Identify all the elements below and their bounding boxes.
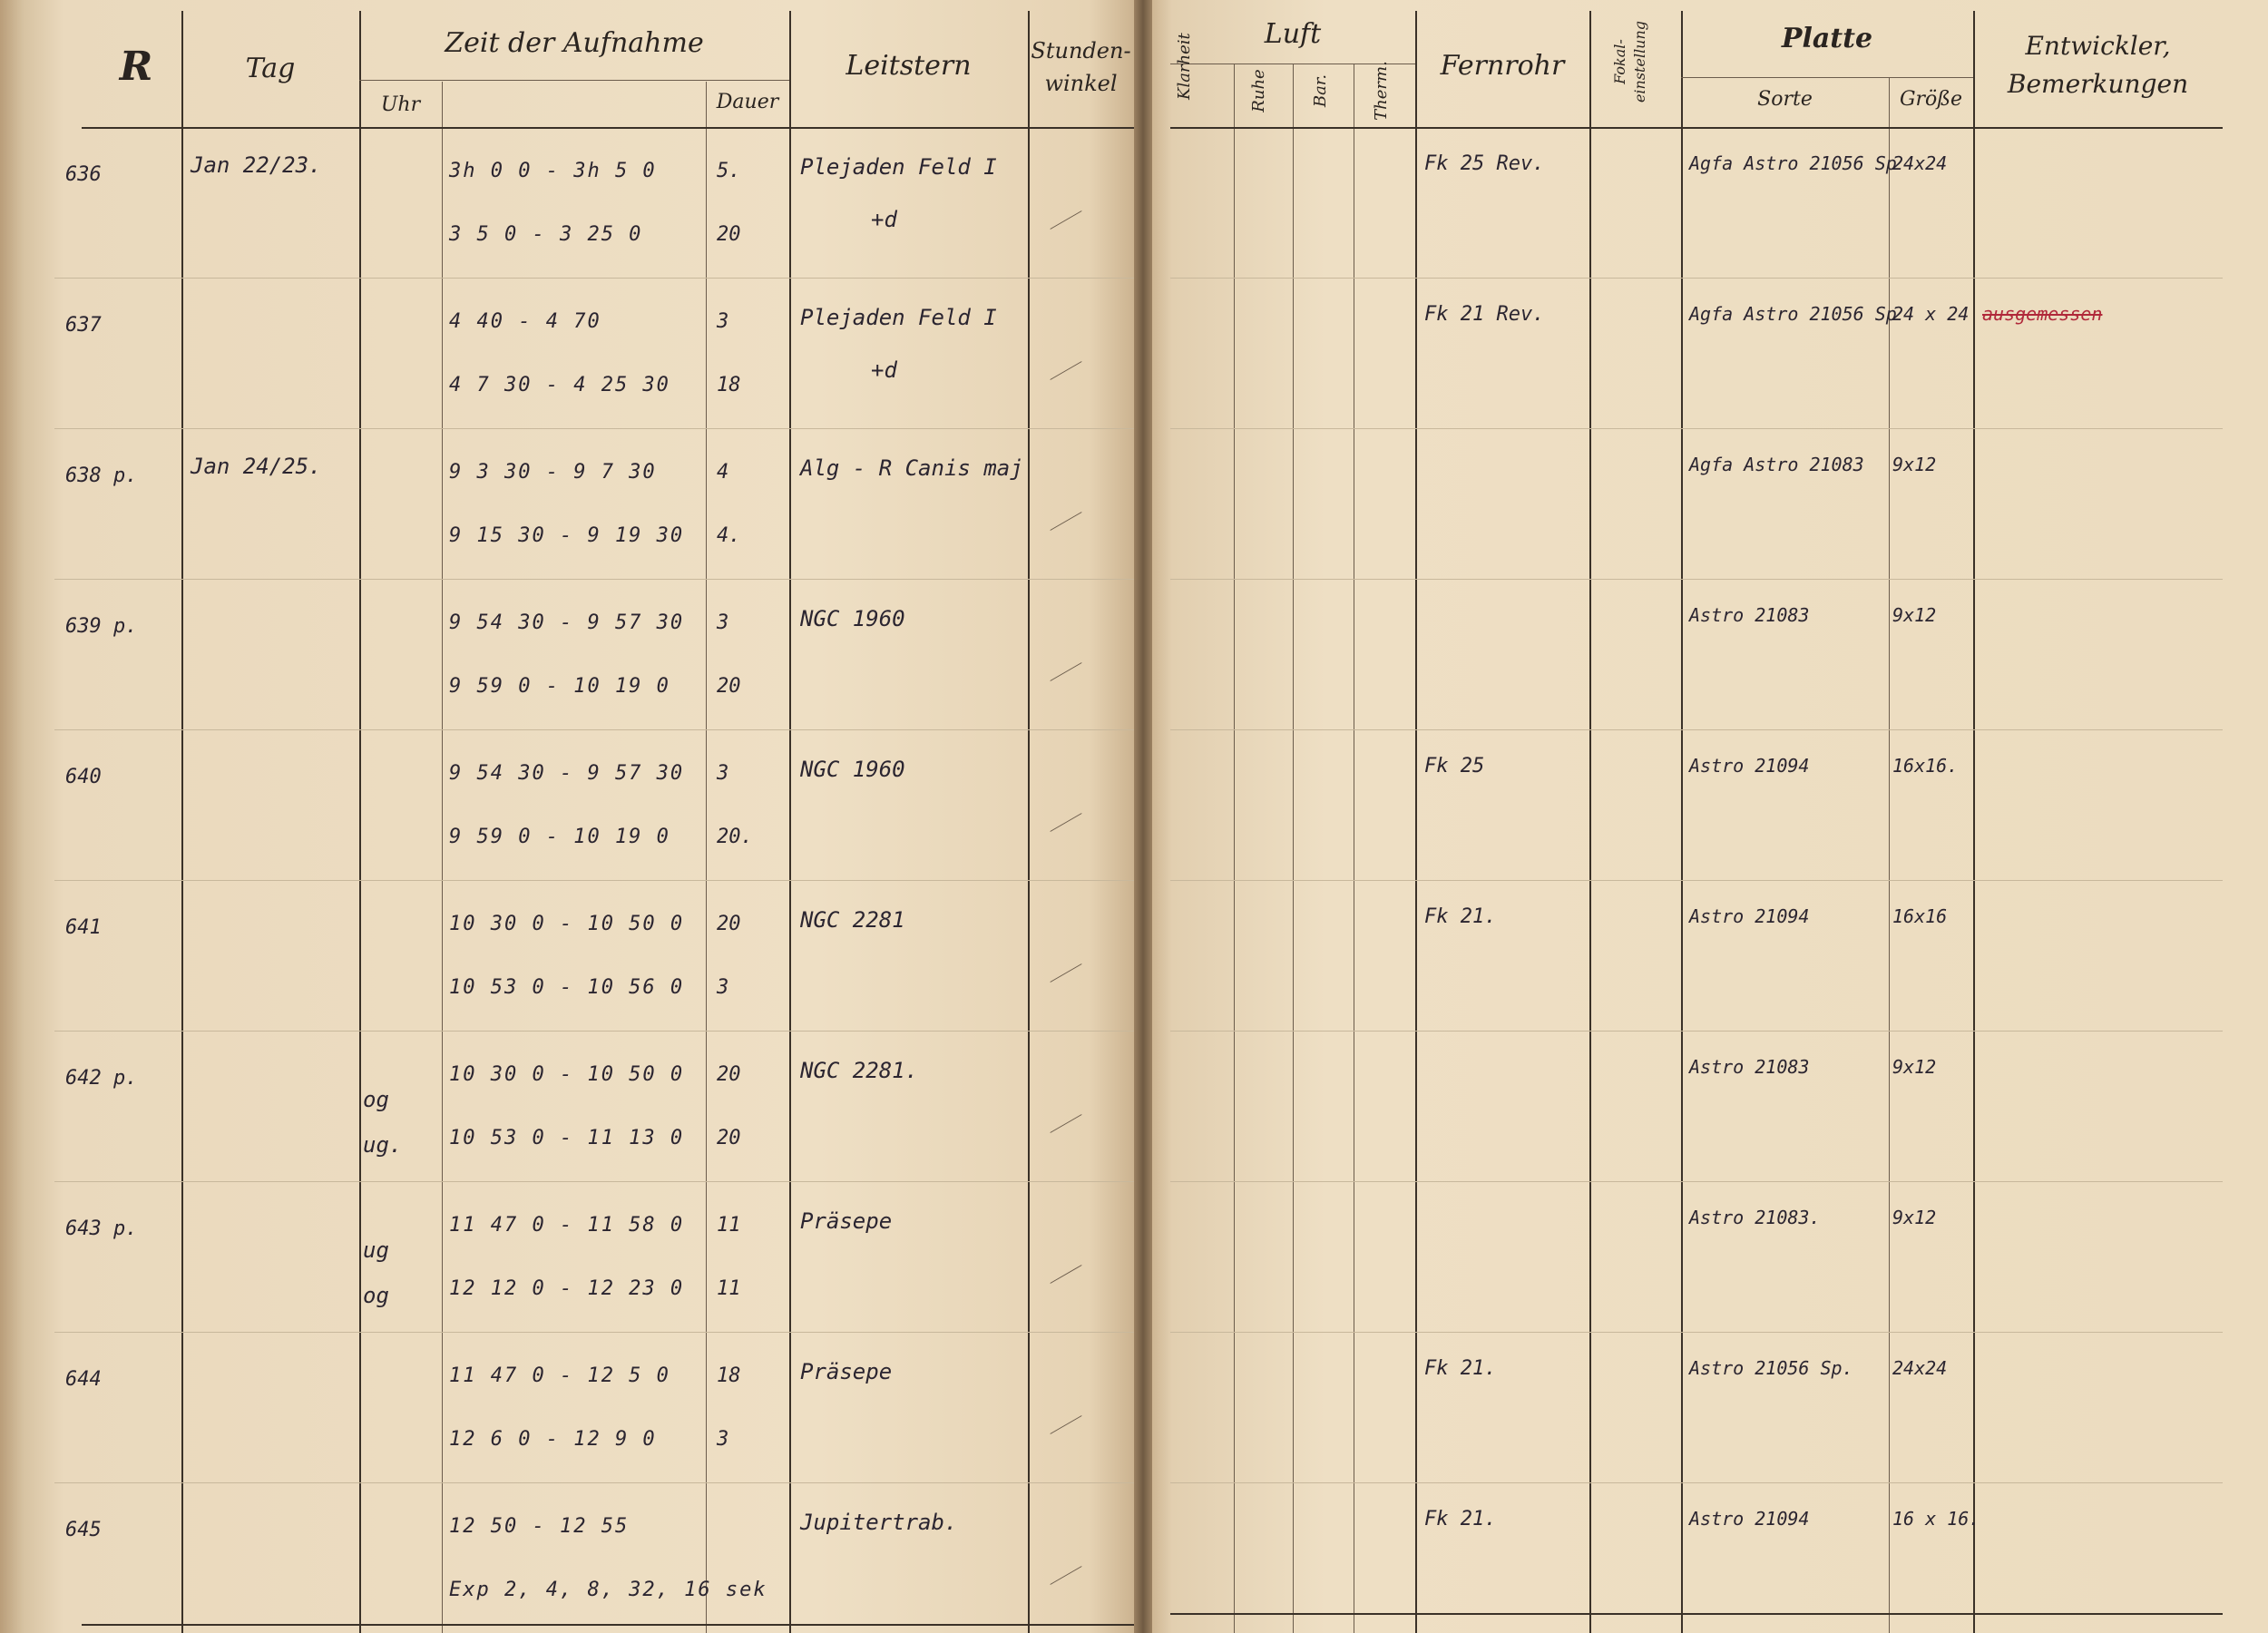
header-entwickler-bemerkungen: Entwickler, Bemerkungen [2007, 31, 2189, 99]
entry-bemerkung: ausgemessen [1982, 303, 2103, 325]
entry-dauer-2: 3 [717, 976, 729, 999]
entry-platte-groesse: 24 x 24 [1892, 303, 1970, 325]
row-rule-left [54, 880, 1134, 881]
row-rule-left [54, 1031, 1134, 1032]
entry-platte-groesse: 9x12 [1892, 454, 1937, 475]
entry-zeit-1: 3h 0 0 - 3h 5 0 [449, 160, 657, 182]
entry-leitstern: Jupitertrab. [800, 1510, 958, 1535]
entry-platte-groesse: 16 x 16. [1892, 1508, 1980, 1530]
entry-platte-sorte: Astro 21094 [1689, 905, 1810, 927]
row-rule-right [1170, 1031, 2223, 1032]
entry-nr: 642 p. [65, 1067, 138, 1090]
entry-leitstern-2: +d [871, 207, 897, 232]
header-stundenwinkel: Stunden- winkel [1031, 38, 1131, 96]
entry-zeit-1: 10 30 0 - 10 50 0 [449, 1063, 685, 1086]
header-zeit-der-aufnahme: Zeit der Aufnahme [445, 27, 704, 59]
entry-platte-sorte: Astro 21056 Sp. [1689, 1357, 1853, 1379]
entry-zeit-2: 9 59 0 - 10 19 0 [449, 826, 670, 848]
row-rule-right [1170, 1332, 2223, 1333]
entry-fernrohr: Fk 21. [1424, 1357, 1497, 1380]
entry-platte-sorte: Agfa Astro 21056 Sp [1689, 303, 1897, 325]
entry-dauer-1: 20 [717, 913, 741, 935]
header-therm: Therm. [1372, 61, 1391, 121]
header-dauer: Dauer [716, 91, 779, 113]
header-klarheit: Klarheit [1175, 33, 1194, 100]
entry-dauer-2: 20 [717, 1127, 741, 1149]
entry-zeit-2: 9 59 0 - 10 19 0 [449, 675, 670, 698]
header-uhr: Uhr [380, 93, 421, 116]
rule-zeit-sub [359, 80, 789, 81]
entry-zeit-1: 4 40 - 4 70 [449, 310, 601, 333]
entry-nr: 639 p. [65, 615, 138, 638]
header-r: R [119, 44, 153, 90]
entry-dauer-2: 4. [717, 524, 741, 547]
row-rule-right [1170, 428, 2223, 429]
entry-dauer-1: 3 [717, 611, 729, 634]
entry-dauer-1: 5. [717, 160, 741, 182]
rule-right-header [1170, 127, 2223, 129]
entry-nr: 643 p. [65, 1217, 138, 1240]
entry-leitstern: Plejaden Feld I [800, 305, 997, 330]
entry-leitstern: NGC 1960 [800, 606, 905, 631]
entry-leitstern: Plejaden Feld I [800, 154, 997, 180]
entry-dauer-1: 20 [717, 1063, 741, 1086]
entry-zeit-1: 11 47 0 - 12 5 0 [449, 1364, 670, 1387]
entry-zeit-2: 10 53 0 - 10 56 0 [449, 976, 685, 999]
rule-platte-sub [1681, 77, 1973, 78]
rule-klarheit-col [1234, 64, 1235, 1633]
entry-uhr-1: ug [363, 1237, 389, 1263]
entry-leitstern-2: +d [871, 357, 897, 383]
entry-platte-sorte: Astro 21083 [1689, 1056, 1810, 1078]
entry-zeit-2: 3 5 0 - 3 25 0 [449, 223, 643, 246]
header-fernrohr: Fernrohr [1440, 50, 1565, 82]
row-rule-left [54, 1332, 1134, 1333]
header-ruhe: Ruhe [1249, 69, 1268, 112]
entry-uhr-2: og [363, 1283, 389, 1308]
row-rule-right [1170, 1482, 2223, 1483]
entry-dauer-2: 3 [717, 1428, 729, 1451]
entry-platte-groesse: 9x12 [1892, 1207, 1937, 1228]
entry-platte-groesse: 24x24 [1892, 1357, 1948, 1379]
entry-zeit-2: 12 6 0 - 12 9 0 [449, 1428, 657, 1451]
entry-platte-groesse: 9x12 [1892, 1056, 1937, 1078]
entry-zeit-2: Exp 2, 4, 8, 32, 16 sek [449, 1579, 767, 1601]
entry-platte-sorte: Astro 21094 [1689, 1508, 1810, 1530]
rule-dauer-col [706, 82, 707, 1633]
row-rule-right [1170, 1181, 2223, 1182]
entry-platte-sorte: Astro 21083 [1689, 604, 1810, 626]
entry-platte-groesse: 16x16. [1892, 755, 1959, 777]
entry-leitstern: Alg - R Canis maj [800, 455, 1023, 481]
entry-zeit-1: 11 47 0 - 11 58 0 [449, 1214, 685, 1237]
entry-platte-groesse: 16x16 [1892, 905, 1948, 927]
rule-left-bottom [82, 1624, 1134, 1626]
rule-fokal-col [1681, 11, 1683, 1633]
header-sorte: Sorte [1757, 88, 1813, 111]
row-rule-right [1170, 729, 2223, 730]
entry-tag: Jan 24/25. [191, 454, 322, 479]
rule-uhr-col [442, 82, 443, 1633]
entry-platte-sorte: Agfa Astro 21083 [1689, 454, 1864, 475]
entry-platte-groesse: 24x24 [1892, 152, 1948, 174]
entry-nr: 641 [65, 916, 102, 939]
entry-nr: 644 [65, 1368, 102, 1391]
entry-fernrohr: Fk 21 Rev. [1424, 303, 1545, 326]
entry-tag: Jan 22/23. [191, 152, 322, 178]
entry-platte-groesse: 9x12 [1892, 604, 1937, 626]
header-leitstern: Leitstern [846, 50, 972, 82]
header-platte: Platte [1781, 23, 1873, 54]
entry-leitstern: Präsepe [800, 1359, 893, 1384]
header-fokaleinstellung: Fokal- einstellung [1611, 20, 1648, 103]
entry-nr: 640 [65, 766, 102, 788]
entry-leitstern: NGC 2281. [800, 1058, 919, 1083]
entry-fernrohr: Fk 25 Rev. [1424, 152, 1545, 175]
entry-dauer-1: 3 [717, 310, 729, 333]
entry-dauer-2: 20 [717, 675, 741, 698]
row-rule-right [1170, 278, 2223, 279]
entry-zeit-1: 9 54 30 - 9 57 30 [449, 611, 685, 634]
row-rule-left [54, 1181, 1134, 1182]
header-groesse: Größe [1899, 88, 1963, 111]
entry-zeit-1: 12 50 - 12 55 [449, 1515, 630, 1538]
rule-left-header [82, 127, 1134, 129]
entry-nr: 637 [65, 314, 102, 337]
entry-leitstern: NGC 2281 [800, 907, 905, 933]
entry-fernrohr: Fk 21. [1424, 905, 1497, 928]
row-rule-left [54, 1482, 1134, 1483]
rule-r-col [181, 11, 183, 1633]
book-gutter [1134, 0, 1152, 1633]
entry-zeit-1: 9 54 30 - 9 57 30 [449, 762, 685, 785]
entry-zeit-2: 4 7 30 - 4 25 30 [449, 374, 670, 396]
entry-leitstern: Präsepe [800, 1208, 893, 1234]
row-rule-right [1170, 579, 2223, 580]
entry-zeit-1: 9 3 30 - 9 7 30 [449, 461, 657, 484]
row-rule-left [54, 729, 1134, 730]
entry-uhr-1: og [363, 1087, 389, 1112]
entry-zeit-2: 12 12 0 - 12 23 0 [449, 1277, 685, 1300]
rule-platte-col [1973, 11, 1975, 1633]
entry-leitstern: NGC 1960 [800, 757, 905, 782]
header-luft: Luft [1264, 18, 1322, 50]
rule-luft-col [1415, 11, 1417, 1633]
entry-nr: 645 [65, 1519, 102, 1541]
header-bar: Bar. [1311, 73, 1330, 108]
entry-dauer-2: 11 [717, 1277, 741, 1300]
entry-uhr-2: ug. [363, 1132, 403, 1158]
entry-dauer-1: 3 [717, 762, 729, 785]
entry-dauer-2: 18 [717, 374, 741, 396]
header-tag: Tag [245, 53, 296, 84]
row-rule-right [1170, 880, 2223, 881]
entry-dauer-2: 20 [717, 223, 741, 246]
entry-dauer-2: 20. [717, 826, 753, 848]
row-rule-left [54, 579, 1134, 580]
entry-zeit-2: 10 53 0 - 11 13 0 [449, 1127, 685, 1149]
rule-ruhe-col [1293, 64, 1294, 1633]
entry-platte-sorte: Astro 21083. [1689, 1207, 1821, 1228]
row-rule-left [54, 428, 1134, 429]
entry-dauer-1: 4 [717, 461, 729, 484]
right-page [1145, 0, 2268, 1633]
row-rule-left [54, 278, 1134, 279]
entry-zeit-1: 10 30 0 - 10 50 0 [449, 913, 685, 935]
entry-nr: 638 p. [65, 464, 138, 487]
rule-leitstern-col [789, 11, 791, 1633]
entry-dauer-1: 18 [717, 1364, 741, 1387]
entry-dauer-1: 11 [717, 1214, 741, 1237]
entry-fernrohr: Fk 25 [1424, 755, 1485, 777]
entry-platte-sorte: Agfa Astro 21056 Sp [1689, 152, 1897, 174]
entry-zeit-2: 9 15 30 - 9 19 30 [449, 524, 685, 547]
rule-right-bottom [1170, 1613, 2223, 1615]
entry-platte-sorte: Astro 21094 [1689, 755, 1810, 777]
rule-tag-col [359, 11, 361, 1633]
entry-nr: 636 [65, 163, 102, 186]
entry-fernrohr: Fk 21. [1424, 1508, 1497, 1530]
rule-fernrohr-col [1589, 11, 1591, 1633]
rule-stundenwinkel-col [1028, 11, 1030, 1633]
